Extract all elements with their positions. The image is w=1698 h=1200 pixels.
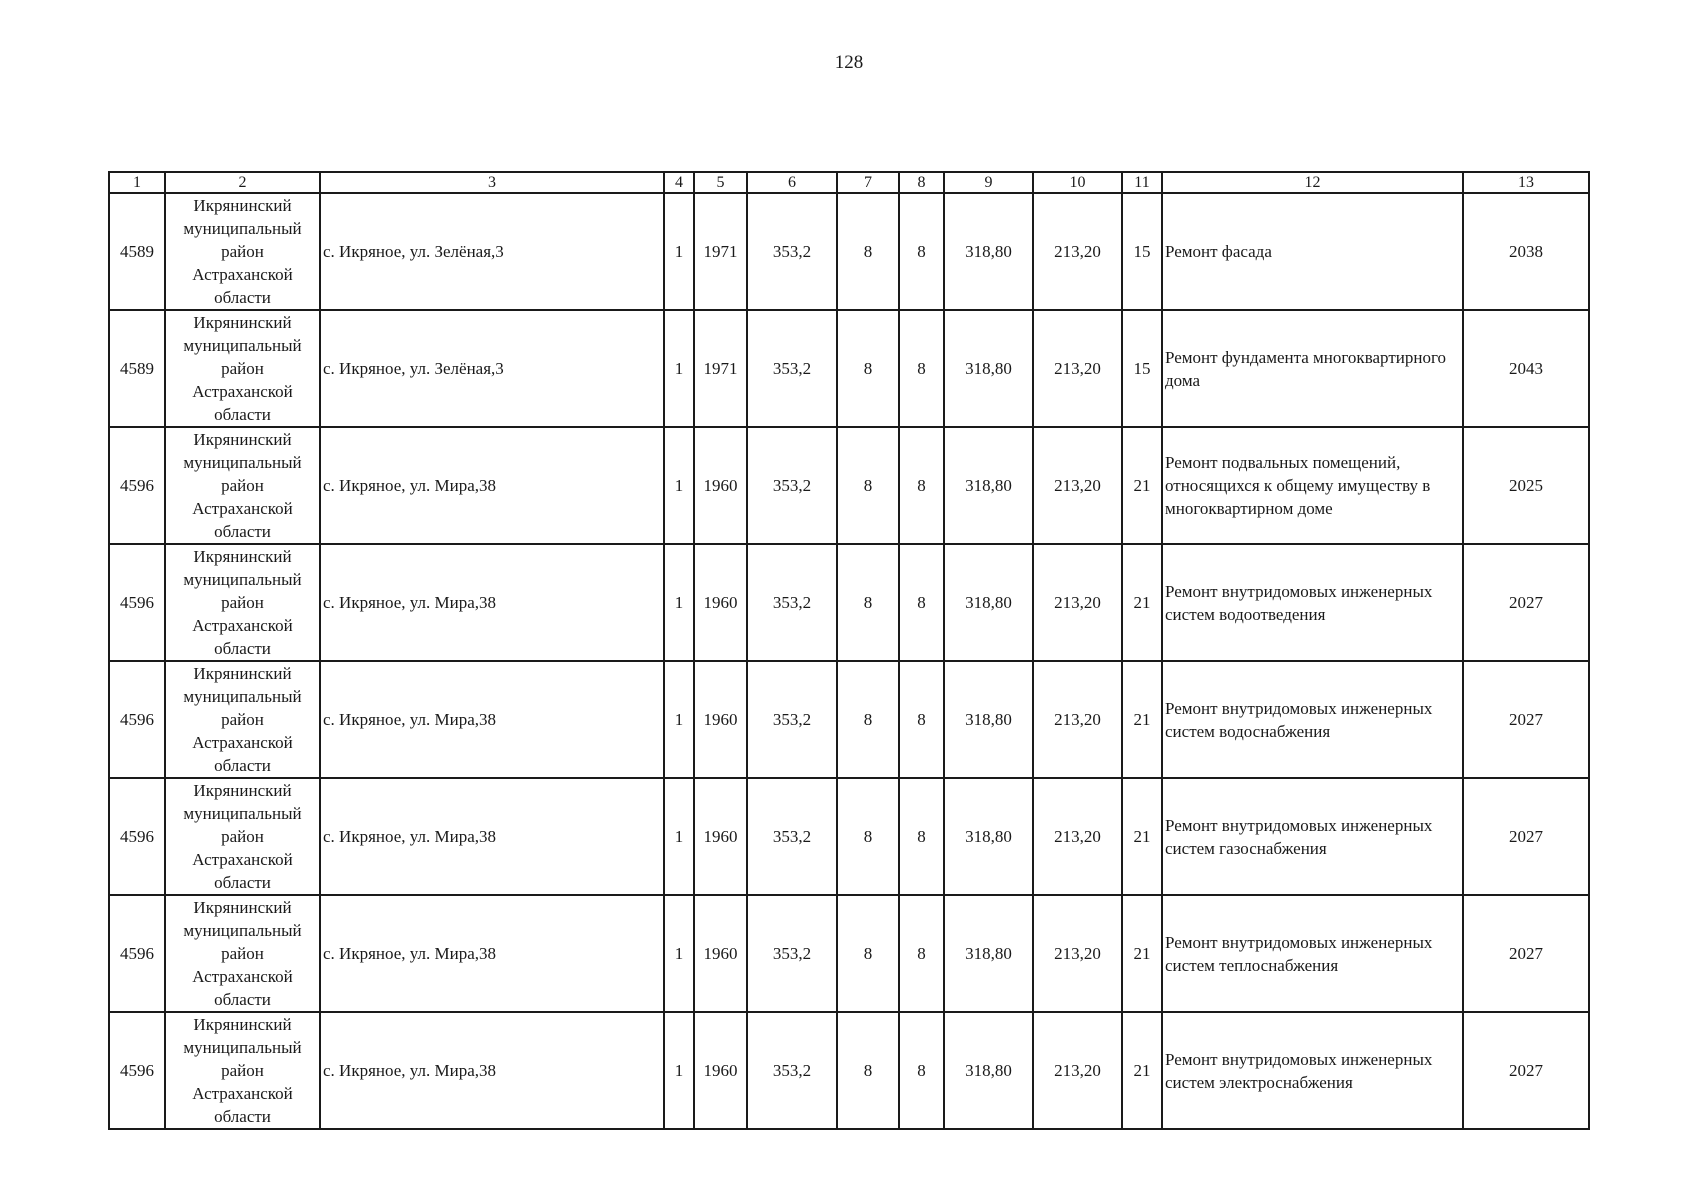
district-line: Икрянинский [193,430,292,449]
cell-address: с. Икряное, ул. Мира,38 [320,778,664,895]
cell-col10: 213,20 [1033,310,1122,427]
cell-year: 1960 [694,1012,747,1129]
cell-col4: 1 [664,427,694,544]
col-header-2: 2 [165,172,320,193]
cell-area: 353,2 [747,895,837,1012]
district-line: район [221,242,264,261]
cell-district [165,1012,320,1129]
cell-work: Ремонт фасада [1162,193,1463,310]
district-line: Икрянинский [193,313,292,332]
cell-area: 353,2 [747,427,837,544]
page-number: 128 [834,52,864,73]
district-line: Икрянинский [193,547,292,566]
cell-plan-year: 2038 [1463,193,1589,310]
cell-col9: 318,80 [944,895,1033,1012]
cell-area: 353,2 [747,1012,837,1129]
district-line: Астраханской [192,499,293,518]
cell-address: с. Икряное, ул. Зелёная,3 [320,193,664,310]
table-body [109,193,1589,1129]
cell-col7: 8 [837,310,899,427]
cell-col7: 8 [837,895,899,1012]
cell-address: с. Икряное, ул. Мира,38 [320,895,664,1012]
cell-id: 4596 [109,661,165,778]
cell-col10: 213,20 [1033,778,1122,895]
cell-col10: 213,20 [1033,661,1122,778]
cell-work: Ремонт внутридомовых инженерных систем водоснабжения [1162,661,1463,778]
district-line: район [221,944,264,963]
district-line: Икрянинский [193,1015,292,1034]
cell-year: 1960 [694,544,747,661]
cell-year: 1960 [694,895,747,1012]
col-header-10: 10 [1033,172,1122,193]
col-header-4: 4 [664,172,694,193]
cell-col11: 21 [1122,895,1162,1012]
table-row [109,895,1589,1012]
cell-col8: 8 [899,778,944,895]
col-header-7: 7 [837,172,899,193]
cell-col7: 8 [837,427,899,544]
cell-id: 4596 [109,427,165,544]
cell-district [165,661,320,778]
district-line: области [214,990,271,1009]
district-line: области [214,639,271,658]
district-line: район [221,1061,264,1080]
col-header-9: 9 [944,172,1033,193]
cell-address: с. Икряное, ул. Мира,38 [320,544,664,661]
cell-plan-year: 2043 [1463,310,1589,427]
cell-work: Ремонт внутридомовых инженерных систем газоснабжения [1162,778,1463,895]
cell-id: 4589 [109,193,165,310]
cell-col11: 15 [1122,310,1162,427]
district-line: муниципальный [183,921,302,940]
cell-year: 1960 [694,427,747,544]
cell-plan-year: 2025 [1463,427,1589,544]
cell-id: 4589 [109,310,165,427]
district-line: муниципальный [183,219,302,238]
cell-district [165,193,320,310]
table-row [109,778,1589,895]
col-header-12: 12 [1162,172,1463,193]
district-line: области [214,756,271,775]
district-line: район [221,593,264,612]
cell-area: 353,2 [747,193,837,310]
cell-col8: 8 [899,544,944,661]
cell-col7: 8 [837,193,899,310]
cell-year: 1971 [694,310,747,427]
cell-address: с. Икряное, ул. Мира,38 [320,427,664,544]
district-line: муниципальный [183,804,302,823]
col-header-13: 13 [1463,172,1589,193]
cell-col10: 213,20 [1033,1012,1122,1129]
district-line: области [214,522,271,541]
cell-address: с. Икряное, ул. Мира,38 [320,661,664,778]
cell-col9: 318,80 [944,427,1033,544]
district-line: области [214,1107,271,1126]
cell-col4: 1 [664,310,694,427]
cell-district [165,427,320,544]
table-row [109,427,1589,544]
cell-work: Ремонт подвальных помещений, относящихся к общему имуществу в многоквартирном доме [1162,427,1463,544]
cell-col4: 1 [664,895,694,1012]
repair-schedule-table [108,171,1590,1130]
cell-col9: 318,80 [944,193,1033,310]
district-line: Икрянинский [193,781,292,800]
cell-col10: 213,20 [1033,193,1122,310]
cell-col8: 8 [899,895,944,1012]
district-line: район [221,827,264,846]
district-line: Икрянинский [193,664,292,683]
col-header-5: 5 [694,172,747,193]
cell-work: Ремонт фундамента многоквартирного дома [1162,310,1463,427]
cell-district [165,895,320,1012]
district-line: район [221,359,264,378]
district-line: муниципальный [183,453,302,472]
district-line: муниципальный [183,1038,302,1057]
district-line: Астраханской [192,616,293,635]
cell-id: 4596 [109,895,165,1012]
district-line: области [214,873,271,892]
cell-col10: 213,20 [1033,544,1122,661]
cell-year: 1960 [694,778,747,895]
table-row [109,544,1589,661]
district-line: Астраханской [192,850,293,869]
cell-plan-year: 2027 [1463,778,1589,895]
cell-area: 353,2 [747,310,837,427]
cell-col9: 318,80 [944,778,1033,895]
cell-col4: 1 [664,1012,694,1129]
cell-area: 353,2 [747,544,837,661]
cell-year: 1960 [694,661,747,778]
cell-col8: 8 [899,310,944,427]
district-line: Икрянинский [193,196,292,215]
cell-work: Ремонт внутридомовых инженерных систем теплоснабжения [1162,895,1463,1012]
cell-col7: 8 [837,661,899,778]
cell-col8: 8 [899,1012,944,1129]
cell-col9: 318,80 [944,310,1033,427]
cell-area: 353,2 [747,778,837,895]
cell-col7: 8 [837,544,899,661]
cell-col11: 21 [1122,778,1162,895]
district-line: Астраханской [192,733,293,752]
cell-col9: 318,80 [944,544,1033,661]
cell-col11: 21 [1122,427,1162,544]
cell-col7: 8 [837,778,899,895]
cell-col8: 8 [899,661,944,778]
cell-district [165,778,320,895]
cell-address: с. Икряное, ул. Зелёная,3 [320,310,664,427]
cell-plan-year: 2027 [1463,1012,1589,1129]
cell-address: с. Икряное, ул. Мира,38 [320,1012,664,1129]
header-row [109,172,1589,193]
cell-area: 353,2 [747,661,837,778]
table-row [109,1012,1589,1129]
cell-col4: 1 [664,661,694,778]
district-line: области [214,288,271,307]
district-line: Астраханской [192,967,293,986]
cell-col11: 15 [1122,193,1162,310]
district-line: области [214,405,271,424]
cell-district [165,310,320,427]
table-header [109,172,1589,193]
cell-col10: 213,20 [1033,427,1122,544]
cell-id: 4596 [109,778,165,895]
cell-col7: 8 [837,1012,899,1129]
cell-col11: 21 [1122,1012,1162,1129]
table-row [109,661,1589,778]
district-line: Астраханской [192,1084,293,1103]
cell-col9: 318,80 [944,661,1033,778]
district-line: муниципальный [183,570,302,589]
cell-district [165,544,320,661]
district-line: Икрянинский [193,898,292,917]
col-header-11: 11 [1122,172,1162,193]
cell-id: 4596 [109,1012,165,1129]
cell-work: Ремонт внутридомовых инженерных систем электроснабжения [1162,1012,1463,1129]
table-row [109,310,1589,427]
cell-col4: 1 [664,544,694,661]
cell-col4: 1 [664,778,694,895]
cell-plan-year: 2027 [1463,895,1589,1012]
district-line: Астраханской [192,382,293,401]
cell-plan-year: 2027 [1463,661,1589,778]
col-header-6: 6 [747,172,837,193]
district-line: район [221,710,264,729]
col-header-8: 8 [899,172,944,193]
district-line: Астраханской [192,265,293,284]
cell-col9: 318,80 [944,1012,1033,1129]
cell-work: Ремонт внутридомовых инженерных систем водоотведения [1162,544,1463,661]
cell-id: 4596 [109,544,165,661]
col-header-3: 3 [320,172,664,193]
col-header-1: 1 [109,172,165,193]
cell-year: 1971 [694,193,747,310]
cell-col11: 21 [1122,544,1162,661]
cell-col8: 8 [899,193,944,310]
cell-col10: 213,20 [1033,895,1122,1012]
cell-col8: 8 [899,427,944,544]
cell-col4: 1 [664,193,694,310]
district-line: район [221,476,264,495]
district-line: муниципальный [183,687,302,706]
cell-col11: 21 [1122,661,1162,778]
district-line: муниципальный [183,336,302,355]
table-row [109,193,1589,310]
cell-plan-year: 2027 [1463,544,1589,661]
